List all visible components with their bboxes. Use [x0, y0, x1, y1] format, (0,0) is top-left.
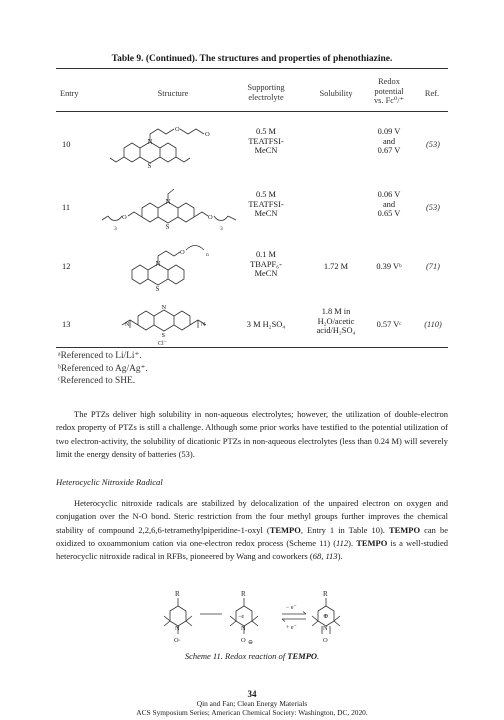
structure11-sub-right: 3 — [220, 226, 223, 232]
structure11-sub-left: 3 — [114, 226, 117, 232]
row13-ref: (110) — [424, 320, 442, 329]
header-entry: Entry — [60, 89, 79, 98]
row12-solubility: 1.72 M — [323, 262, 349, 271]
row11-ref: (53) — [426, 203, 440, 212]
scheme-minus-e: − e⁻ — [286, 605, 297, 611]
header-structure: Structure — [157, 89, 189, 98]
row10-electrolyte: 0.5 M TEATFSI- MeCN — [248, 127, 284, 156]
structure11-o-right: O — [208, 214, 213, 221]
paragraph-ptz: The PTZs deliver high solubility in non-aqueous electrolytes; however, the utilization of double-electron redox property of PTZs is still a challenge. Although some prior works have testified to the potential utilization of two electron-activity, the solubility of dicationic PTZs in non-aqueous electrolytes (less than 0.24 M) will severely limit the energy density of batteries (53). — [56, 409, 448, 459]
scheme-caption: Scheme 11. Redox reaction of TEMPO. — [184, 651, 320, 661]
scheme-o-radical: O· — [174, 637, 181, 644]
footer-series: ACS Symposium Series; American Chemical Society: Washington, DC, 2020. — [136, 708, 368, 717]
structure13-s: S — [161, 332, 166, 339]
scheme-o-3: O — [323, 637, 328, 644]
table-bottom-rule — [56, 347, 448, 348]
structure-entry-10 — [108, 112, 238, 172]
row10-ref: (53) — [426, 140, 440, 149]
structure11-n: N — [165, 198, 171, 206]
structure12-o: O — [180, 249, 185, 256]
table-caption: Table 9. (Continued). The structures and properties of phenothiazine. — [111, 54, 393, 64]
row12-potential: 0.39 Vᵇ — [376, 262, 402, 271]
scheme-negative-label: −e — [238, 614, 245, 620]
structure10-o2: O — [205, 131, 210, 138]
row12-electrolyte: 0.1 M TBAPF₆- MeCN — [250, 250, 282, 279]
footnote-c: ᶜReferenced to SHE. — [58, 376, 136, 386]
structure13-n-top: N — [161, 304, 167, 311]
structure13-chloride: Cl⁻ — [158, 341, 167, 347]
scheme-11-diagram — [150, 588, 360, 650]
row12-entry: 12 — [62, 262, 71, 271]
section-heading: Heterocyclic Nitroxide Radical — [56, 477, 163, 487]
footer-authors: Qin and Fan; Clean Energy Materials — [196, 699, 308, 708]
scheme-o-2: O — [241, 637, 246, 644]
table-top-rule — [56, 68, 448, 69]
header-potential: Redox potential vs. Fc⁰/⁺ — [373, 77, 405, 106]
structure10-o1: O — [175, 126, 180, 133]
row13-solubility: 1.8 M in H₂O/acetic acid/H₂SO₄ — [316, 307, 356, 336]
structure11-o-left: O — [122, 214, 127, 221]
row13-potential: 0.57 Vᶜ — [376, 320, 402, 329]
structure12-s: S — [155, 285, 160, 293]
scheme-n-1: N — [175, 625, 180, 632]
scheme-neg-charge: ⊖ — [248, 640, 254, 646]
row12-ref: (71) — [426, 262, 440, 271]
structure10-n: N — [147, 138, 153, 146]
structure-entry-12 — [126, 240, 226, 298]
header-solubility: Solubility — [319, 89, 353, 98]
structure11-s: S — [165, 223, 170, 231]
footnote-a: ᵃReferenced to Li/Li⁺. — [58, 351, 142, 361]
structure-entry-11 — [98, 178, 240, 240]
structure12-n: N — [155, 260, 161, 268]
scheme-n-2: N — [241, 625, 246, 632]
scheme-plus-e: + e⁻ — [286, 625, 297, 631]
row13-electrolyte: 3 M H₂SO₄ — [246, 320, 286, 329]
footnote-b: ᵇReferenced to Ag/Ag⁺. — [58, 364, 148, 374]
scheme-n-3: N — [323, 625, 328, 632]
scheme-pos-charge: ⊕ — [323, 613, 329, 620]
row11-electrolyte: 0.5 M TEATFSI- MeCN — [248, 190, 284, 219]
scheme-r-2: R — [241, 590, 246, 598]
header-electrolyte: Supporting electrolyte — [247, 83, 285, 102]
header-ref: Ref. — [424, 89, 440, 98]
row13-entry: 13 — [62, 320, 71, 329]
structure-entry-13 — [116, 298, 226, 350]
structure13-n-right: N — [201, 322, 206, 328]
row11-entry: 11 — [62, 203, 71, 212]
structure12-sub-n: n — [206, 252, 209, 258]
row11-potential: 0.06 V and 0.65 V — [377, 190, 401, 219]
paragraph-nitroxide: Heterocyclic nitroxide radicals are stabilized by delocalization of the unpaired electron on oxygen and conjugation over the N-O bond. Steric restriction from the four methyl groups further improves the chemical stability of compound 2,2,6,6-tetramethylpiperidine-1-oxyl (TEMPO, Entry 1 in Table 10). TEMPO can be oxidized to oxoammonium cation via one-electron redox process (Scheme 11) (112). TEMPO is a well-studied heterocyclic nitroxide radical in RFBs, pioneered by Wang and coworkers (68, 113). — [56, 498, 449, 562]
row10-entry: 10 — [62, 140, 71, 149]
structure10-s: S — [147, 162, 152, 170]
scheme-r-1: R — [175, 590, 180, 598]
structure13-n-left: N — [125, 322, 130, 328]
scheme-r-3: R — [323, 590, 328, 598]
row10-potential: 0.09 V and 0.67 V — [377, 127, 401, 156]
page-number: 34 — [247, 689, 257, 699]
